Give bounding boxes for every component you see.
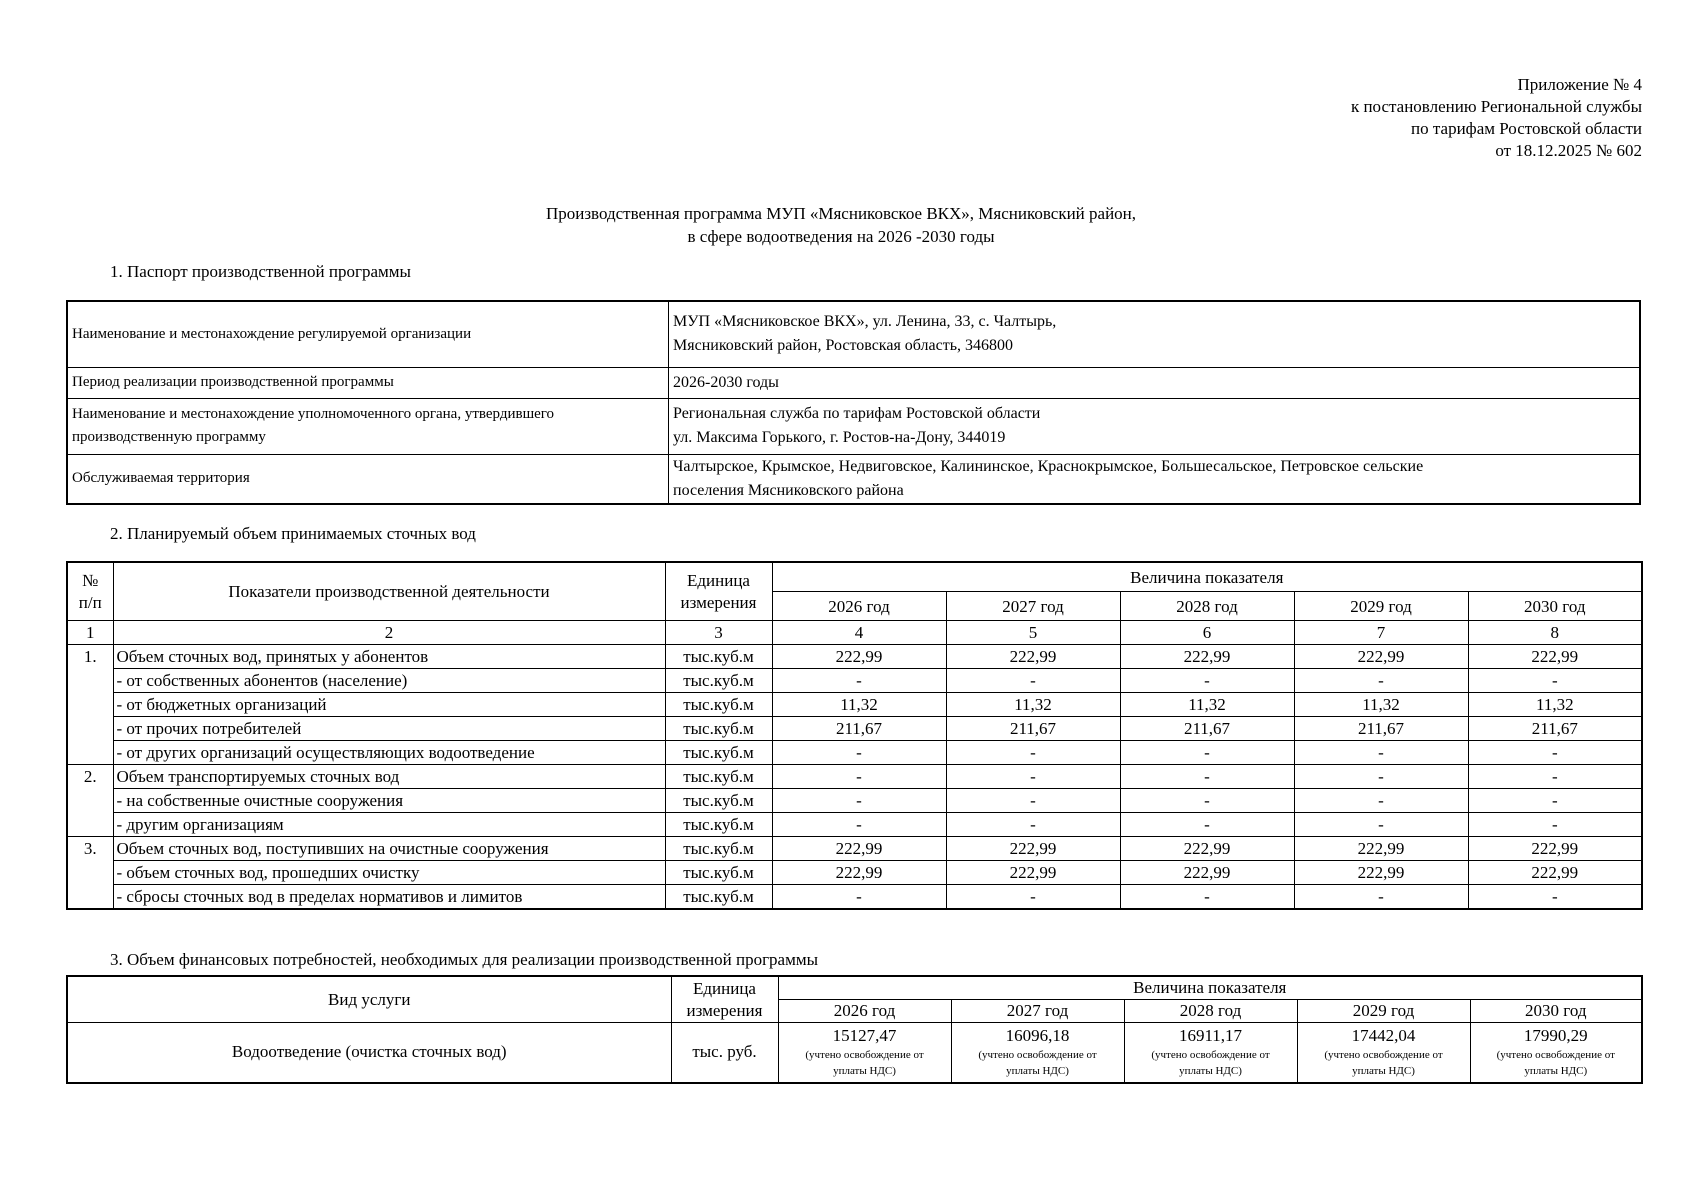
row-value: 211,67: [1120, 717, 1294, 741]
row-number: [67, 885, 113, 910]
row-value: -: [772, 813, 946, 837]
passport-value: 2026-2030 годы: [669, 367, 1641, 398]
volume-table-body: [67, 645, 1642, 910]
passport-key-line: Наименование и местонахождение уполномоченного органа, утвердившего: [72, 406, 555, 422]
finance-value: 17442,04: [1351, 1026, 1416, 1046]
passport-value-line: Чалтырское, Крымское, Недвиговское, Калининское, Краснокрымское, Большесальское, Петровское сельские: [673, 457, 1424, 475]
row-unit: тыс.куб.м: [665, 645, 772, 669]
table-row: [67, 741, 1642, 765]
document-title: [300, 202, 1382, 248]
row-value: 211,67: [1468, 717, 1642, 741]
unit-header-line: измерения: [686, 1000, 763, 1020]
column-number: 6: [1120, 621, 1294, 645]
row-value: -: [1294, 813, 1468, 837]
table-row: [67, 765, 1642, 789]
row-value: 222,99: [1120, 861, 1294, 885]
table-row: [67, 669, 1642, 693]
row-value: 222,99: [946, 837, 1120, 861]
row-value: -: [1294, 765, 1468, 789]
vat-note: уплаты НДС): [1006, 1065, 1069, 1078]
year-header: 2028 год: [1124, 1000, 1297, 1023]
row-unit: тыс.куб.м: [665, 837, 772, 861]
finance-value-cell: [778, 1023, 951, 1083]
row-value: -: [1294, 669, 1468, 693]
finance-value-cell: [1470, 1023, 1642, 1083]
value-header: Величина показателя: [772, 562, 1642, 592]
row-value: 222,99: [1120, 837, 1294, 861]
num-header-line: №: [82, 570, 99, 590]
year-header: 2028 год: [1120, 592, 1294, 621]
row-value: 11,32: [1294, 693, 1468, 717]
column-number: 1: [67, 621, 113, 645]
row-value: -: [772, 765, 946, 789]
row-value: -: [772, 789, 946, 813]
passport-key: Наименование и местонахождение регулируемой организации: [67, 301, 669, 367]
finance-value-cell: [1297, 1023, 1470, 1083]
finance-value: 16096,18: [1005, 1026, 1070, 1046]
row-value: -: [1468, 669, 1642, 693]
row-value: 211,67: [772, 717, 946, 741]
vat-note: (учтено освобождение от: [1324, 1049, 1443, 1062]
unit-header: [665, 562, 772, 621]
unit-header-line: Единица: [693, 978, 756, 998]
table-row: [67, 861, 1642, 885]
row-value: 222,99: [1294, 837, 1468, 861]
section-1-heading: 1. Паспорт производственной программы: [110, 262, 411, 281]
row-value: -: [772, 741, 946, 765]
row-label: - другим организациям: [113, 813, 665, 837]
row-value: -: [946, 669, 1120, 693]
row-value: -: [946, 885, 1120, 910]
column-number: 5: [946, 621, 1120, 645]
vat-note: (учтено освобождение от: [1496, 1049, 1615, 1062]
table-row: [67, 885, 1642, 910]
vat-note: уплаты НДС): [833, 1065, 896, 1078]
row-value: 11,32: [946, 693, 1120, 717]
table-row: [67, 693, 1642, 717]
table-row: [67, 717, 1642, 741]
table-row: [67, 837, 1642, 861]
row-number: [67, 693, 113, 717]
row-number: [67, 813, 113, 837]
row-value: 222,99: [1294, 861, 1468, 885]
year-header: 2030 год: [1468, 592, 1642, 621]
title-line-1: Производственная программа МУП «Мясниковское ВКХ», Мясниковский район,: [545, 204, 1137, 223]
row-number: [67, 789, 113, 813]
row-value: 222,99: [946, 645, 1120, 669]
row-value: 11,32: [1120, 693, 1294, 717]
row-value: -: [1120, 765, 1294, 789]
wastewater-volume-table: [66, 561, 1643, 910]
vat-note: уплаты НДС): [1352, 1065, 1415, 1078]
row-unit: тыс.куб.м: [665, 669, 772, 693]
value-header: Величина показателя: [778, 976, 1642, 1000]
row-number: 1.: [67, 645, 113, 669]
service-name: Водоотведение (очистка сточных вод): [67, 1023, 671, 1083]
title-line-2: в сфере водоотведения на 2026 -2030 годы: [687, 227, 995, 246]
row-number: [67, 717, 113, 741]
row-value: -: [1468, 741, 1642, 765]
row-label: - на собственные очистные сооружения: [113, 789, 665, 813]
column-number-row: [67, 621, 1642, 645]
table-row: [67, 813, 1642, 837]
passport-value: [669, 454, 1641, 504]
row-value: -: [1468, 885, 1642, 910]
vat-note: уплаты НДС): [1179, 1065, 1242, 1078]
row-value: -: [946, 765, 1120, 789]
table-row: [67, 645, 1642, 669]
row-value: -: [1468, 765, 1642, 789]
row-value: -: [946, 789, 1120, 813]
table-row: [67, 789, 1642, 813]
financial-needs-table: [66, 975, 1643, 1084]
row-unit: тыс.куб.м: [665, 813, 772, 837]
section-3-heading: 3. Объем финансовых потребностей, необходимых для реализации производственной программы: [110, 950, 819, 969]
row-value: -: [1120, 741, 1294, 765]
row-value: -: [772, 669, 946, 693]
row-number: 2.: [67, 765, 113, 789]
section-2-heading: 2. Планируемый объем принимаемых сточных вод: [110, 524, 476, 543]
passport-value: [669, 301, 1641, 367]
issuing-authority: по тарифам Ростовской области: [1411, 119, 1642, 138]
row-value: -: [1294, 741, 1468, 765]
passport-row: [67, 398, 1640, 454]
vat-note: (учтено освобождение от: [978, 1049, 1097, 1062]
row-value: -: [1294, 885, 1468, 910]
unit-header-line: Единица: [687, 570, 750, 590]
passport-value-line: поселения Мясниковского района: [673, 481, 904, 499]
table-header-row: [67, 562, 1642, 592]
row-unit: тыс.куб.м: [665, 789, 772, 813]
row-label: - от бюджетных организаций: [113, 693, 665, 717]
row-label: - от прочих потребителей: [113, 717, 665, 741]
table-header-row: [67, 976, 1642, 1000]
row-label: Объем транспортируемых сточных вод: [113, 765, 665, 789]
row-value: 211,67: [1294, 717, 1468, 741]
column-number: 7: [1294, 621, 1468, 645]
passport-value-line: МУП «Мясниковское ВКХ», ул. Ленина, 33, с. Чалтырь,: [673, 313, 1057, 331]
row-unit: тыс.куб.м: [665, 693, 772, 717]
row-label: Объем сточных вод, поступивших на очистные сооружения: [113, 837, 665, 861]
year-header: 2029 год: [1294, 592, 1468, 621]
row-value: 222,99: [772, 861, 946, 885]
finance-value: 17990,29: [1523, 1026, 1588, 1046]
vat-note: (учтено освобождение от: [805, 1049, 924, 1062]
finance-value-cell: [1124, 1023, 1297, 1083]
row-value: 222,99: [1120, 645, 1294, 669]
passport-value-line: ул. Максима Горького, г. Ростов-на-Дону, 344019: [673, 429, 1006, 446]
service-header: Вид услуги: [67, 976, 671, 1023]
document-header: [1351, 74, 1642, 162]
row-value: 11,32: [772, 693, 946, 717]
finance-row: [67, 1023, 1642, 1083]
row-value: 222,99: [1468, 645, 1642, 669]
column-number: 4: [772, 621, 946, 645]
row-number: 3.: [67, 837, 113, 861]
passport-value-line: Региональная служба по тарифам Ростовской области: [673, 405, 1041, 422]
row-value: -: [1120, 789, 1294, 813]
row-unit: тыс.куб.м: [665, 861, 772, 885]
finance-value: 16911,17: [1178, 1026, 1243, 1046]
finance-value: 15127,47: [832, 1026, 897, 1046]
row-label: - сбросы сточных вод в пределах нормативов и лимитов: [113, 885, 665, 910]
row-value: 222,99: [1294, 645, 1468, 669]
row-label: - от других организаций осуществляющих водоотведение: [113, 741, 665, 765]
row-value: -: [772, 885, 946, 910]
row-number: [67, 669, 113, 693]
row-value: -: [1120, 885, 1294, 910]
finance-value-cell: [951, 1023, 1124, 1083]
year-header: 2026 год: [772, 592, 946, 621]
passport-value: [669, 398, 1641, 454]
passport-table: [66, 300, 1641, 505]
appendix-number: Приложение № 4: [1517, 75, 1642, 94]
year-header: 2029 год: [1297, 1000, 1470, 1023]
row-value: 222,99: [772, 645, 946, 669]
vat-note: (учтено освобождение от: [1151, 1049, 1270, 1062]
row-label: Объем сточных вод, принятых у абонентов: [113, 645, 665, 669]
row-unit: тыс.куб.м: [665, 885, 772, 910]
unit-header-line: измерения: [680, 592, 757, 612]
num-header-line: п/п: [78, 592, 102, 612]
row-value: -: [1468, 789, 1642, 813]
row-value: 11,32: [1468, 693, 1642, 717]
row-number: [67, 861, 113, 885]
column-number: 3: [665, 621, 772, 645]
passport-key-line: производственную программу: [72, 429, 266, 445]
column-number: 8: [1468, 621, 1642, 645]
row-value: 222,99: [1468, 861, 1642, 885]
row-value: 222,99: [772, 837, 946, 861]
passport-value-line: Мясниковский район, Ростовская область, 346800: [673, 337, 1014, 355]
row-unit: тыс.куб.м: [665, 741, 772, 765]
row-number: [67, 741, 113, 765]
decree-date: от 18.12.2025 № 602: [1495, 141, 1642, 160]
row-unit: тыс.куб.м: [665, 765, 772, 789]
row-unit: тыс.куб.м: [665, 717, 772, 741]
row-value: 222,99: [1468, 837, 1642, 861]
year-header: 2026 год: [778, 1000, 951, 1023]
row-value: -: [1120, 669, 1294, 693]
passport-row: [67, 454, 1640, 504]
row-label: - объем сточных вод, прошедших очистку: [113, 861, 665, 885]
row-value: -: [946, 813, 1120, 837]
row-value: -: [1468, 813, 1642, 837]
decree-reference: к постановлению Региональной службы: [1350, 97, 1642, 116]
passport-row: [67, 367, 1640, 398]
service-unit: тыс. руб.: [671, 1023, 778, 1083]
row-value: -: [1120, 813, 1294, 837]
indicator-header: Показатели производственной деятельности: [113, 562, 665, 621]
column-number: 2: [113, 621, 665, 645]
row-value: -: [946, 741, 1120, 765]
row-value: 222,99: [946, 861, 1120, 885]
num-header: [67, 562, 113, 621]
row-value: -: [1294, 789, 1468, 813]
year-header: 2030 год: [1470, 1000, 1642, 1023]
unit-header: [671, 976, 778, 1023]
year-header: 2027 год: [951, 1000, 1124, 1023]
vat-note: уплаты НДС): [1524, 1065, 1588, 1078]
passport-row: [67, 301, 1640, 367]
row-label: - от собственных абонентов (население): [113, 669, 665, 693]
row-value: 211,67: [946, 717, 1120, 741]
year-header: 2027 год: [946, 592, 1120, 621]
passport-key: [67, 398, 669, 454]
passport-key: Период реализации производственной программы: [67, 367, 669, 398]
passport-key: Обслуживаемая территория: [67, 454, 669, 504]
